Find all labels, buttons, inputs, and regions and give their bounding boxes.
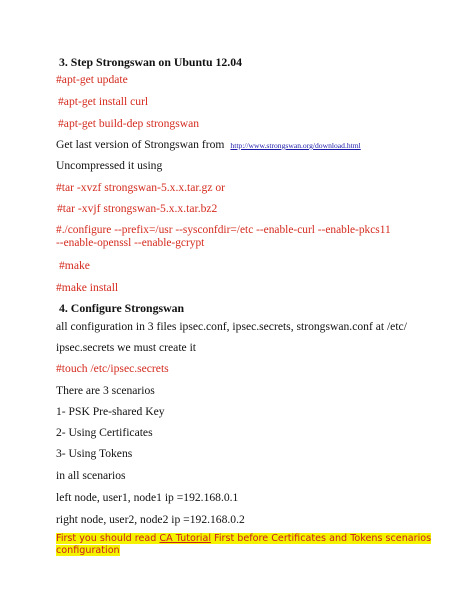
section-3-heading: 3. Step Strongswan on Ubuntu 12.04 [59, 55, 243, 69]
cmd-install-curl: #apt-get install curl [58, 95, 149, 108]
note-prefix: First you should read [56, 533, 160, 544]
cmd-touch-secrets: #touch /etc/ipsec.secrets [56, 362, 169, 375]
get-last-version-line [56, 138, 361, 153]
ca-tutorial-note-line-1 [56, 533, 431, 545]
scenarios-intro: There are 3 scenarios [56, 384, 155, 397]
ca-tutorial-link[interactable]: CA Tutorial [159, 533, 211, 544]
right-node-info: right node, user2, node2 ip =192.168.0.2 [56, 513, 245, 526]
ca-tutorial-note-line-2 [56, 545, 120, 557]
get-last-version-text: Get last version of Strongswan from [56, 138, 225, 151]
section-4-heading: 4. Configure Strongswan [59, 301, 185, 315]
note-line-2: configuration [56, 545, 120, 556]
config-files-intro-1: all configuration in 3 files ipsec.conf, ipsec.secrets, strongswan.conf at /etc/ [56, 320, 407, 333]
scenario-psk: 1- PSK Pre-shared Key [56, 405, 165, 418]
cmd-make: #make [59, 259, 90, 272]
download-link[interactable]: http://www.strongswan.org/download.html [230, 141, 361, 150]
cmd-apt-get-update: #apt-get update [56, 73, 128, 86]
cmd-make-install: #make install [56, 281, 119, 294]
cmd-configure-line-1: #./configure --prefix=/usr --sysconfdir=/etc --enable-curl --enable-pkcs11 [56, 224, 391, 236]
cmd-tar-bz2: #tar -xvjf strongswan-5.x.x.tar.bz2 [57, 202, 218, 215]
all-scenarios-text: in all scenarios [56, 469, 126, 482]
uncompressed-text: Uncompressed it using [56, 159, 163, 172]
cmd-tar-gz: #tar -xvzf strongswan-5.x.x.tar.gz or [56, 181, 226, 194]
scenario-tokens: 3- Using Tokens [56, 447, 133, 460]
cmd-configure-line-2: --enable-openssl --enable-gcrypt [56, 237, 205, 249]
left-node-info: left node, user1, node1 ip =192.168.0.1 [56, 491, 239, 504]
cmd-build-dep: #apt-get build-dep strongswan [58, 117, 200, 130]
note-suffix: First before Certificates and Tokens scenarios [211, 533, 432, 544]
config-files-intro-2: ipsec.secrets we must create it [56, 341, 197, 354]
scenario-certificates: 2- Using Certificates [56, 426, 153, 439]
